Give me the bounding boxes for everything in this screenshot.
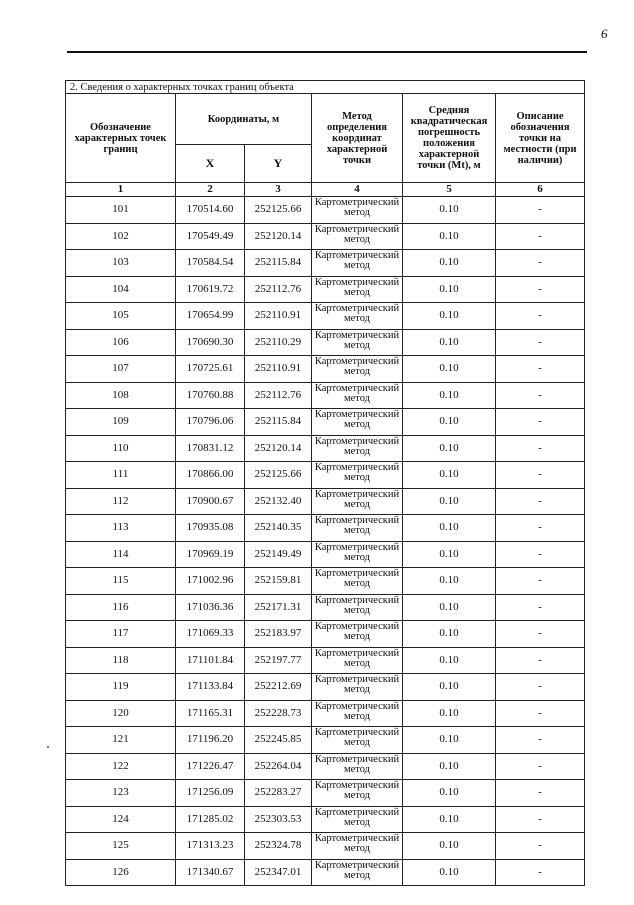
method-cell: Картометрический метод: [312, 435, 403, 462]
x-coordinate-cell: 170514.60: [176, 197, 245, 224]
method-cell: Картометрический метод: [312, 356, 403, 383]
table-row: [66, 356, 585, 383]
y-coordinate-cell: 252112.76: [245, 276, 312, 303]
error-cell: 0.10: [403, 727, 496, 754]
x-coordinate-cell: 171036.36: [176, 594, 245, 621]
table-row: [66, 329, 585, 356]
x-coordinate-cell: 171165.31: [176, 700, 245, 727]
table-row: [66, 780, 585, 807]
page-number: 6: [601, 26, 608, 41]
point-id-cell: 111: [66, 462, 176, 489]
y-coordinate-cell: 252324.78: [245, 833, 312, 860]
x-coordinate-cell: 171069.33: [176, 621, 245, 648]
description-cell: -: [496, 382, 585, 409]
x-coordinate-cell: 171196.20: [176, 727, 245, 754]
description-cell: -: [496, 780, 585, 807]
point-id-cell: 125: [66, 833, 176, 860]
description-cell: -: [496, 727, 585, 754]
error-cell: 0.10: [403, 753, 496, 780]
y-coordinate-cell: 252115.84: [245, 250, 312, 277]
y-coordinate-cell: 252132.40: [245, 488, 312, 515]
x-coordinate-cell: 170866.00: [176, 462, 245, 489]
table-row: [66, 488, 585, 515]
description-cell: -: [496, 833, 585, 860]
description-cell: -: [496, 303, 585, 330]
table-row: [66, 727, 585, 754]
x-coordinate-cell: 170654.99: [176, 303, 245, 330]
y-coordinate-cell: 252110.29: [245, 329, 312, 356]
table-row: [66, 700, 585, 727]
table-row: [66, 594, 585, 621]
description-cell: -: [496, 515, 585, 542]
y-coordinate-cell: 252159.81: [245, 568, 312, 595]
table-row: [66, 250, 585, 277]
method-cell: Картометрический метод: [312, 276, 403, 303]
top-divider: [67, 51, 587, 53]
header-y: Y: [245, 145, 312, 183]
x-coordinate-cell: 170796.06: [176, 409, 245, 436]
error-cell: 0.10: [403, 833, 496, 860]
y-coordinate-cell: 252283.27: [245, 780, 312, 807]
point-id-cell: 119: [66, 674, 176, 701]
point-id-cell: 109: [66, 409, 176, 436]
y-coordinate-cell: 252120.14: [245, 435, 312, 462]
point-id-cell: 106: [66, 329, 176, 356]
table-row: [66, 621, 585, 648]
method-cell: Картометрический метод: [312, 303, 403, 330]
header-description: Описание обозначения точки на местности (при наличии): [496, 94, 585, 183]
y-coordinate-cell: 252110.91: [245, 356, 312, 383]
y-coordinate-cell: 252149.49: [245, 541, 312, 568]
column-number: 2: [176, 183, 245, 197]
description-cell: -: [496, 356, 585, 383]
error-cell: 0.10: [403, 647, 496, 674]
point-id-cell: 107: [66, 356, 176, 383]
x-coordinate-cell: 170584.54: [176, 250, 245, 277]
y-coordinate-cell: 252125.66: [245, 197, 312, 224]
point-id-cell: 113: [66, 515, 176, 542]
table-row: [66, 568, 585, 595]
error-cell: 0.10: [403, 303, 496, 330]
x-coordinate-cell: 171133.84: [176, 674, 245, 701]
method-cell: Картометрический метод: [312, 515, 403, 542]
y-coordinate-cell: 252125.66: [245, 462, 312, 489]
description-cell: -: [496, 621, 585, 648]
table-row: [66, 806, 585, 833]
error-cell: 0.10: [403, 250, 496, 277]
x-coordinate-cell: 170690.30: [176, 329, 245, 356]
error-cell: 0.10: [403, 594, 496, 621]
table-row: [66, 541, 585, 568]
error-cell: 0.10: [403, 356, 496, 383]
method-cell: Картометрический метод: [312, 223, 403, 250]
description-cell: -: [496, 462, 585, 489]
header-point: Обозначение характерных точек границ: [66, 94, 176, 183]
error-cell: 0.10: [403, 276, 496, 303]
method-cell: Картометрический метод: [312, 382, 403, 409]
error-cell: 0.10: [403, 780, 496, 807]
y-coordinate-cell: 252347.01: [245, 859, 312, 886]
scan-speck: [47, 746, 49, 748]
point-id-cell: 110: [66, 435, 176, 462]
y-coordinate-cell: 252140.35: [245, 515, 312, 542]
method-cell: Картометрический метод: [312, 462, 403, 489]
header-error: Средняя квадратическая погрешность положения характерной точки (Mt), м: [403, 94, 496, 183]
method-cell: Картометрический метод: [312, 329, 403, 356]
point-id-cell: 112: [66, 488, 176, 515]
boundary-points-table: [65, 80, 585, 886]
y-coordinate-cell: 252115.84: [245, 409, 312, 436]
point-id-cell: 102: [66, 223, 176, 250]
description-cell: -: [496, 753, 585, 780]
x-coordinate-cell: 171226.47: [176, 753, 245, 780]
description-cell: -: [496, 647, 585, 674]
table-row: [66, 382, 585, 409]
x-coordinate-cell: 170619.72: [176, 276, 245, 303]
point-id-cell: 120: [66, 700, 176, 727]
method-cell: Картометрический метод: [312, 594, 403, 621]
point-id-cell: 116: [66, 594, 176, 621]
point-id-cell: 115: [66, 568, 176, 595]
table-row: [66, 674, 585, 701]
description-cell: -: [496, 409, 585, 436]
method-cell: Картометрический метод: [312, 859, 403, 886]
x-coordinate-cell: 170969.19: [176, 541, 245, 568]
table-row: [66, 833, 585, 860]
description-cell: -: [496, 700, 585, 727]
y-coordinate-cell: 252112.76: [245, 382, 312, 409]
table-row: [66, 753, 585, 780]
description-cell: -: [496, 488, 585, 515]
error-cell: 0.10: [403, 409, 496, 436]
x-coordinate-cell: 170725.61: [176, 356, 245, 383]
method-cell: Картометрический метод: [312, 833, 403, 860]
y-coordinate-cell: 252264.04: [245, 753, 312, 780]
method-cell: Картометрический метод: [312, 700, 403, 727]
x-coordinate-cell: 171002.96: [176, 568, 245, 595]
table-row: [66, 276, 585, 303]
point-id-cell: 101: [66, 197, 176, 224]
x-coordinate-cell: 171340.67: [176, 859, 245, 886]
description-cell: -: [496, 541, 585, 568]
error-cell: 0.10: [403, 621, 496, 648]
point-id-cell: 114: [66, 541, 176, 568]
error-cell: 0.10: [403, 462, 496, 489]
description-cell: -: [496, 568, 585, 595]
table-row: [66, 223, 585, 250]
method-cell: Картометрический метод: [312, 621, 403, 648]
description-cell: -: [496, 435, 585, 462]
error-cell: 0.10: [403, 515, 496, 542]
table-row: [66, 197, 585, 224]
header-method: Метод определения координат характерной точки: [312, 94, 403, 183]
method-cell: Картометрический метод: [312, 409, 403, 436]
error-cell: 0.10: [403, 859, 496, 886]
table-row: [66, 435, 585, 462]
column-number: 1: [66, 183, 176, 197]
description-cell: -: [496, 223, 585, 250]
y-coordinate-cell: 252171.31: [245, 594, 312, 621]
error-cell: 0.10: [403, 488, 496, 515]
error-cell: 0.10: [403, 223, 496, 250]
error-cell: 0.10: [403, 435, 496, 462]
column-number: 4: [312, 183, 403, 197]
table-row: [66, 515, 585, 542]
description-cell: -: [496, 329, 585, 356]
x-coordinate-cell: 170900.67: [176, 488, 245, 515]
point-id-cell: 118: [66, 647, 176, 674]
error-cell: 0.10: [403, 674, 496, 701]
description-cell: -: [496, 806, 585, 833]
description-cell: -: [496, 276, 585, 303]
method-cell: Картометрический метод: [312, 727, 403, 754]
method-cell: Картометрический метод: [312, 568, 403, 595]
point-id-cell: 105: [66, 303, 176, 330]
description-cell: -: [496, 674, 585, 701]
column-number-row: [66, 183, 585, 197]
x-coordinate-cell: 171313.23: [176, 833, 245, 860]
x-coordinate-cell: 170831.12: [176, 435, 245, 462]
description-cell: -: [496, 594, 585, 621]
error-cell: 0.10: [403, 197, 496, 224]
point-id-cell: 122: [66, 753, 176, 780]
point-id-cell: 126: [66, 859, 176, 886]
method-cell: Картометрический метод: [312, 250, 403, 277]
point-id-cell: 117: [66, 621, 176, 648]
error-cell: 0.10: [403, 329, 496, 356]
point-id-cell: 124: [66, 806, 176, 833]
column-number: 3: [245, 183, 312, 197]
table-row: [66, 409, 585, 436]
method-cell: Картометрический метод: [312, 806, 403, 833]
y-coordinate-cell: 252212.69: [245, 674, 312, 701]
header-x: X: [176, 145, 245, 183]
error-cell: 0.10: [403, 541, 496, 568]
point-id-cell: 121: [66, 727, 176, 754]
method-cell: Картометрический метод: [312, 674, 403, 701]
x-coordinate-cell: 171256.09: [176, 780, 245, 807]
y-coordinate-cell: 252183.97: [245, 621, 312, 648]
header-coordinates: Координаты, м: [176, 94, 312, 145]
x-coordinate-cell: 170935.08: [176, 515, 245, 542]
y-coordinate-cell: 252303.53: [245, 806, 312, 833]
x-coordinate-cell: 170549.49: [176, 223, 245, 250]
method-cell: Картометрический метод: [312, 647, 403, 674]
x-coordinate-cell: 170760.88: [176, 382, 245, 409]
table-caption: 2. Сведения о характерных точках границ объекта: [66, 81, 585, 94]
method-cell: Картометрический метод: [312, 780, 403, 807]
error-cell: 0.10: [403, 806, 496, 833]
table-row: [66, 303, 585, 330]
method-cell: Картометрический метод: [312, 488, 403, 515]
y-coordinate-cell: 252228.73: [245, 700, 312, 727]
table-row: [66, 859, 585, 886]
point-id-cell: 123: [66, 780, 176, 807]
point-id-cell: 104: [66, 276, 176, 303]
table-row: [66, 462, 585, 489]
column-number: 5: [403, 183, 496, 197]
x-coordinate-cell: 171285.02: [176, 806, 245, 833]
method-cell: Картометрический метод: [312, 753, 403, 780]
description-cell: -: [496, 250, 585, 277]
error-cell: 0.10: [403, 568, 496, 595]
method-cell: Картометрический метод: [312, 197, 403, 224]
error-cell: 0.10: [403, 382, 496, 409]
point-id-cell: 103: [66, 250, 176, 277]
error-cell: 0.10: [403, 700, 496, 727]
x-coordinate-cell: 171101.84: [176, 647, 245, 674]
y-coordinate-cell: 252110.91: [245, 303, 312, 330]
y-coordinate-cell: 252197.77: [245, 647, 312, 674]
description-cell: -: [496, 197, 585, 224]
column-number: 6: [496, 183, 585, 197]
table-row: [66, 647, 585, 674]
y-coordinate-cell: 252120.14: [245, 223, 312, 250]
y-coordinate-cell: 252245.85: [245, 727, 312, 754]
method-cell: Картометрический метод: [312, 541, 403, 568]
point-id-cell: 108: [66, 382, 176, 409]
description-cell: -: [496, 859, 585, 886]
